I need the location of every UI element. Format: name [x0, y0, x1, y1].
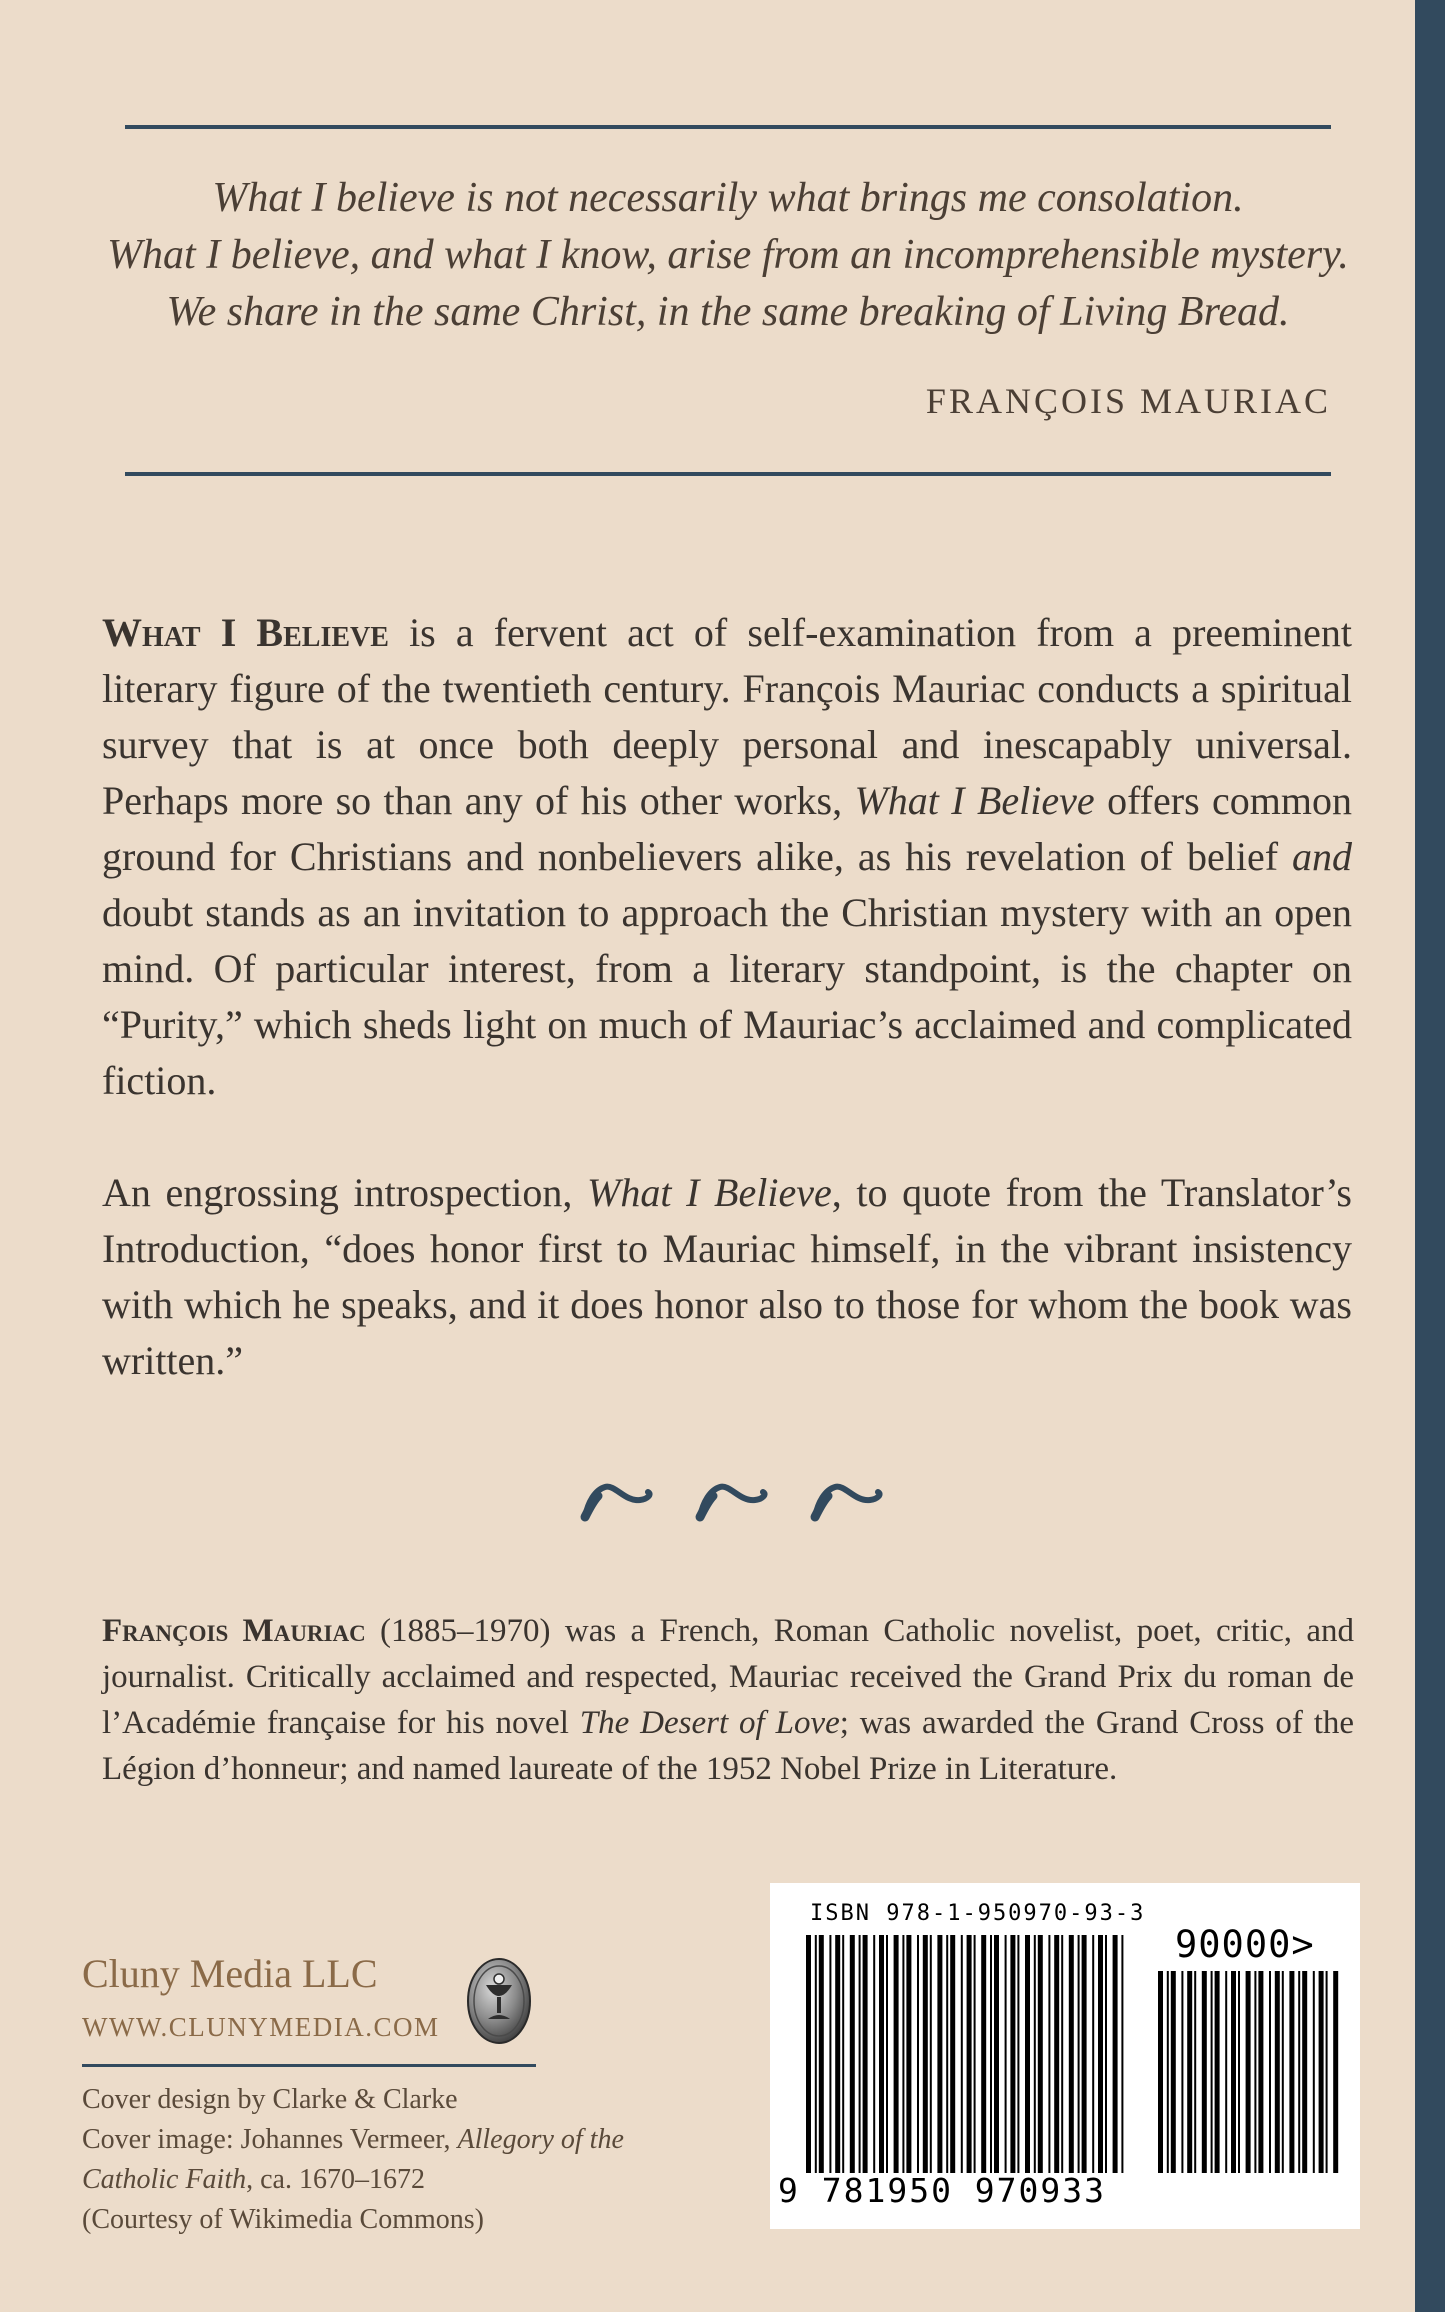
barcode-bar [894, 1935, 899, 2173]
paragraph-text: , to quote from the Translator’s Introduction, “does honor first to Mauriac himself, in the vibrant insistency with which he speaks, and it does honor also to those for whom the book was written.” [102, 1170, 1352, 1383]
barcode-bar [994, 1935, 999, 2173]
barcode-bar [981, 1935, 986, 2173]
paragraph-text: is a fervent act of self-examination from a preeminent literary figure of the twentieth century. François Mauriac conducts a spiritual survey that is at once both deeply personal and inescapably universal. Perhaps more so than any of his other works, [102, 610, 1352, 823]
novel-title: The Desert of Love [579, 1705, 840, 1741]
barcode-bar [1225, 1971, 1227, 2173]
barcode-number: 9 781950 970933 [778, 2171, 1107, 2210]
barcode-bar [906, 1935, 911, 2173]
book-title-smallcaps: What I Believe [102, 610, 389, 655]
top-rule [125, 125, 1331, 129]
credit-line [82, 2120, 624, 2160]
book-title-italic: What I Believe [854, 778, 1095, 823]
barcode-bar [859, 1935, 861, 2173]
barcode-bar [1038, 1935, 1043, 2173]
barcode-bar [1017, 1935, 1019, 2173]
barcode-bar [1092, 1935, 1094, 2173]
artwork-title: Allegory of the [457, 2124, 624, 2155]
barcode-bar [1215, 1971, 1220, 2173]
barcode-bar [1005, 1935, 1007, 2173]
barcode-bar [1313, 1971, 1315, 2173]
isbn-barcode [770, 1883, 1360, 2229]
credit-line: Cover design by Clarke & Clarke [82, 2084, 458, 2115]
barcode-bar [879, 1935, 884, 2173]
credit-text: Cover image: Johannes Vermeer, [82, 2124, 458, 2155]
barcode-bar [815, 1935, 817, 2173]
barcode-bar [1171, 1971, 1176, 2173]
barcode-bar [937, 1935, 942, 2173]
barcode-bar [835, 1935, 840, 2173]
emphasis-and: and [1292, 834, 1352, 879]
author-bio [102, 1608, 1354, 1792]
barcode-bar [1187, 1971, 1192, 2173]
barcode-bar [917, 1935, 919, 2173]
section-ornament-icon [570, 1462, 890, 1532]
barcode-bar [1105, 1935, 1107, 2173]
artwork-title: Catholic Faith [82, 2164, 247, 2195]
barcode-bar [1319, 1971, 1324, 2173]
barcode-bar [923, 1935, 928, 2173]
barcode-bar [1061, 1935, 1063, 2173]
barcode-bar [1167, 1971, 1169, 2173]
barcode-bar [1010, 1935, 1015, 2173]
spine-stripe [1415, 0, 1445, 2312]
middle-rule [125, 472, 1331, 476]
barcode-bar [1025, 1935, 1030, 2173]
credit-text: , ca. 1670–1672 [246, 2164, 425, 2195]
barcode-bar [1069, 1935, 1074, 2173]
barcode-bar [946, 1935, 948, 2173]
epigraph-line: We share in the same Christ, in the same breaking of Living Bread. [166, 289, 1290, 335]
barcode-bar [806, 1935, 811, 2173]
bio-text: (1885–1970) was a French, Roman Catholic novelist, poet, critic, and journalist. Critically acclaimed and respected, Mauriac received the Grand Prix du roman de l’Académie française for his novel [102, 1613, 1354, 1741]
paragraph-text: An engrossing introspection, [102, 1170, 587, 1215]
author-name: François Mauriac [102, 1613, 366, 1649]
book-title-italic: What I Believe [587, 1170, 832, 1215]
epigraph-line: What I believe is not necessarily what brings me consolation. [212, 175, 1244, 221]
barcode-bar [1181, 1971, 1183, 2173]
barcode-bar [1098, 1935, 1103, 2173]
isbn-label: ISBN 978-1-950970-93-3 [810, 1901, 1146, 1926]
barcode-bar [1054, 1935, 1059, 2173]
barcode-bar [850, 1935, 855, 2173]
epigraph-line: What I believe, and what I know, arise from an incomprehensible mystery. [107, 232, 1349, 278]
barcode-bar [1158, 1971, 1163, 2173]
barcode-bar [1082, 1935, 1087, 2173]
barcode-bar [1113, 1935, 1118, 2173]
epigraph-attribution: FRANÇOIS MAURIAC [925, 381, 1331, 421]
price-code: 90000> [1175, 1923, 1315, 1966]
barcode-bar [930, 1935, 932, 2173]
barcode-bar [902, 1935, 904, 2173]
credit-line: (Courtesy of Wikimedia Commons) [82, 2204, 484, 2235]
barcode-bar [1326, 1971, 1328, 2173]
barcode-bar [961, 1935, 963, 2173]
barcode-bar [842, 1935, 844, 2173]
barcode-bar [1269, 1971, 1271, 2173]
barcode-bar [990, 1935, 992, 2173]
barcode-bar [819, 1935, 824, 2173]
barcode-bar [1282, 1971, 1284, 2173]
barcode-bar [1298, 1971, 1300, 2173]
publisher-rule [82, 2064, 536, 2067]
description-paragraph-1 [102, 605, 1352, 1109]
credit-line [82, 2160, 624, 2200]
barcode-bar [1302, 1971, 1307, 2173]
barcode-bar [829, 1935, 831, 2173]
barcode-bar [974, 1935, 976, 2173]
barcode-bar [950, 1935, 955, 2173]
barcode-bar [873, 1935, 875, 2173]
barcode-bar [886, 1935, 888, 2173]
publisher-website: WWW.CLUNYMEDIA.COM [82, 2012, 440, 2042]
epigraph-quote [100, 170, 1356, 341]
chalice-seal-icon [466, 1957, 532, 2045]
barcode-bar [1231, 1971, 1236, 2173]
barcode-bar [1194, 1971, 1196, 2173]
paragraph-text: offers common ground for Christians and nonbelievers alike, as his revelation of belief [102, 778, 1353, 879]
barcode-bar [1238, 1971, 1240, 2173]
barcode-bar [967, 1935, 972, 2173]
barcode-bar [1211, 1971, 1213, 2173]
barcode-bar [1034, 1935, 1036, 2173]
barcode-bar [1333, 1971, 1338, 2173]
barcode-bar [1258, 1971, 1263, 2173]
barcode-bar [1289, 1971, 1294, 2173]
barcode-bar [1254, 1971, 1256, 2173]
barcode-bar [1202, 1971, 1207, 2173]
publisher-name: Cluny Media LLC [82, 1951, 378, 1996]
cover-credits [82, 2080, 624, 2240]
paragraph-text: doubt stands as an invitation to approach the Christian mystery with an open mind. Of particular interest, from a literary standpoint, is the chapter on “Purity,” which sheds light on much of Mauriac’s acclaimed and complicated fiction. [102, 890, 1352, 1103]
barcode-bar [1275, 1971, 1280, 2173]
bio-text: ; was awarded the Grand Cross of the Légion d’honneur; and named laureate of the 1952 Nobel Prize in Literature. [102, 1705, 1355, 1787]
description-paragraph-2 [102, 1165, 1352, 1389]
barcode-bar [1121, 1935, 1123, 2173]
barcode-bar [1048, 1935, 1050, 2173]
barcode-bar [1078, 1935, 1080, 2173]
barcode-bar [863, 1935, 868, 2173]
barcode-bar [1246, 1971, 1251, 2173]
